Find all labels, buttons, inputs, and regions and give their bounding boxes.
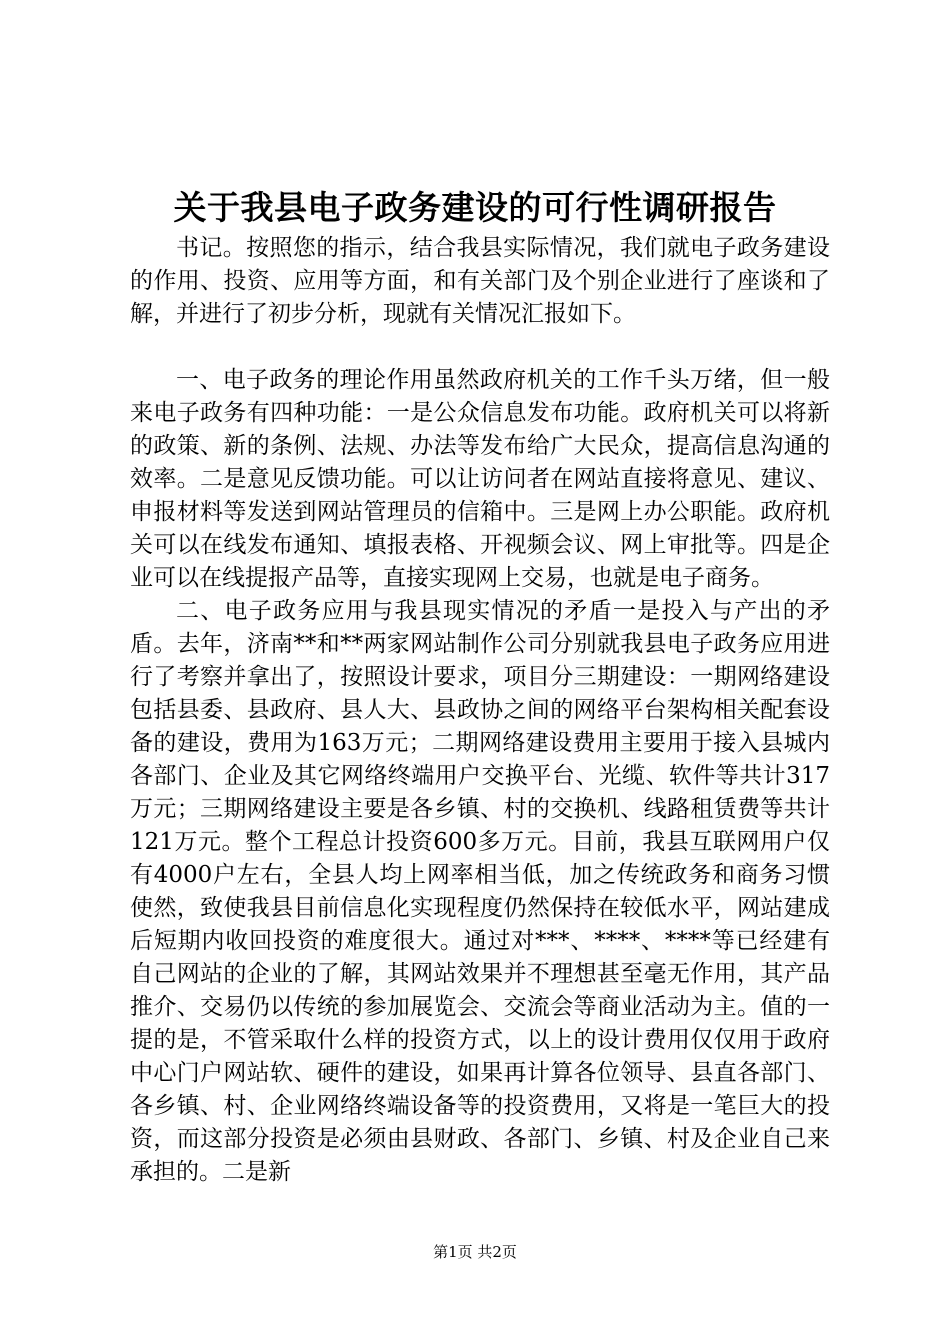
document-body xyxy=(130,232,830,1189)
section-two-paragraph: 二、电子政务应用与我县现实情况的矛盾一是投入与产出的矛盾。去年，济南**和**两家网站制作公司分别就我县电子政务应用进行了考察并拿出了，按照设计要求，项目分三期建设：一期网络建设包括县委、县政府、县人大、县政协之间的网络平台架构相关配套设备的建设，费用为163万元；二期网络建设费用主要用于接入县城内各部门、企业及其它网络终端用户交换平台、光缆、软件等共计317万元；三期网络建设主要是各乡镇、村的交换机、线路租赁费等共计121万元。整个工程总计投资600多万元。目前，我县互联网用户仅有4000户左右，全县人均上网率相当低，加之传统政务和商务习惯使然，致使我县目前信息化实现程度仍然保持在较低水平，网站建成后短期内收回投资的难度很大。通过对***、****、****等已经建有自己网站的企业的了解，其网站效果并不理想甚至毫无作用，其产品推介、交易仍以传统的参加展览会、交流会等商业活动为主。值的一提的是，不管采取什么样的投资方式，以上的设计费用仅仅用于政府中心门户网站软、硬件的建设，如果再计算各位领导、县直各部门、各乡镇、村、企业网络终端设备等的投资费用，又将是一笔巨大的投资，而这部分投资是必须由县财政、各部门、乡镇、村及企业自己来承担的。二是新 xyxy=(130,598,830,1185)
intro-paragraph: 书记。按照您的指示，结合我县实际情况，我们就电子政务建设的作用、投资、应用等方面，和有关部门及个别企业进行了座谈和了解，并进行了初步分析，现就有关情况汇报如下。 xyxy=(130,235,830,327)
document-title: 关于我县电子政务建设的可行性调研报告 xyxy=(173,188,777,227)
page-number-footer: 第1页 共2页 xyxy=(433,1243,517,1261)
section-one-paragraph: 一、电子政务的理论作用虽然政府机关的工作千头万绪，但一般来电子政务有四种功能：一是公众信息发布功能。政府机关可以将新的政策、新的条例、法规、办法等发布给广大民众，提高信息沟通的效率。二是意见反馈功能。可以让访问者在网站直接将意见、建议、申报材料等发送到网站管理员的信箱中。三是网上办公职能。政府机关可以在线发布通知、填报表格、开视频会议、网上审批等。四是企业可以在线提报产品等，直接实现网上交易，也就是电子商务。 xyxy=(130,367,830,591)
